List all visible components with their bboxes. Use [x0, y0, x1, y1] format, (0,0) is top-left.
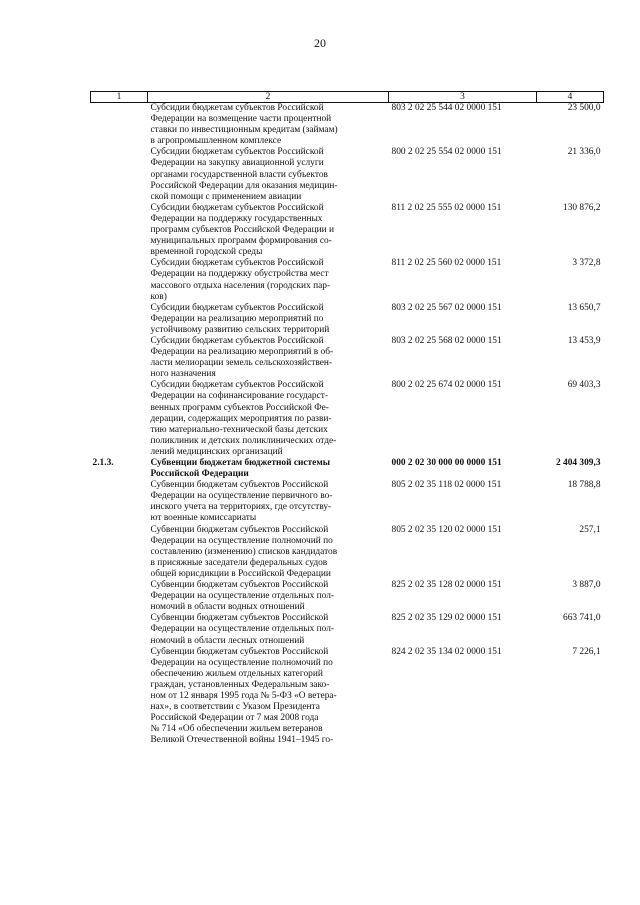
row-name-line: Субвенции бюджетам субъектов Российской — [150, 613, 329, 624]
row-name-line: Российской Федерации — [150, 469, 249, 480]
row-name-line: дерации, содержащих мероприятия по разви- — [150, 413, 332, 424]
row-name-line: номочий в области водных отношений — [150, 602, 305, 613]
row-amount: 23 500,0 — [567, 103, 601, 113]
row-name-line: Федерации на возмещение части процентной — [150, 114, 332, 125]
row-name — [148, 258, 389, 302]
row-name-line: ном от 12 января 1995 года № 5-ФЗ «О ветера- — [150, 690, 337, 701]
row-name-line: Великой Отечественной войны 1941–1945 го- — [150, 735, 334, 746]
row-budget-code: 805 2 02 35 118 02 0000 151 — [391, 480, 502, 491]
table-row — [91, 480, 604, 524]
row-budget-code: 824 2 02 35 134 02 0000 151 — [391, 646, 502, 657]
row-name-line: Субсидии бюджетам субъектов Российской — [150, 335, 324, 346]
row-name — [148, 580, 389, 613]
row-budget-code: 800 2 02 25 554 02 0000 151 — [391, 147, 502, 158]
row-name-line: Федерации на закупку авиационной услуги — [150, 158, 324, 169]
row-name — [148, 525, 389, 580]
row-name-line: тию материально-технической базы детских — [150, 424, 328, 435]
row-number — [91, 103, 148, 148]
row-name-line: венных программ субъектов Российской Фе- — [150, 402, 329, 413]
row-name-line: Субвенции бюджетам субъектов Российской — [150, 580, 329, 591]
row-amount: 13 453,9 — [567, 335, 601, 346]
row-name-line: Федерации на поддержку обустройства мест — [150, 269, 329, 280]
table-row — [91, 336, 604, 380]
row-budget-code: 803 2 02 25 568 02 0000 151 — [391, 335, 502, 346]
table-row — [91, 103, 604, 148]
row-amount: 21 336,0 — [567, 147, 601, 158]
row-name-line: Российской Федерации от 7 мая 2008 года — [150, 713, 319, 724]
row-name — [148, 458, 389, 480]
row-name-line: Федерации на осуществление первичного во- — [150, 491, 333, 502]
table-row — [91, 258, 604, 302]
table-body — [91, 103, 604, 747]
row-amount: 130 876,2 — [563, 202, 601, 213]
budget-table — [90, 91, 604, 746]
row-name-line: Субсидии бюджетам субъектов Российской — [150, 147, 324, 158]
row-number — [91, 303, 148, 336]
row-amount: 13 650,7 — [567, 302, 601, 313]
row-name-line: обеспечению жильем отдельных категорий — [150, 668, 323, 679]
row-name-line: временной городской среды — [150, 247, 263, 258]
row-number — [91, 380, 148, 458]
row-budget-code: 811 2 02 25 555 02 0000 151 — [391, 202, 502, 213]
row-name — [148, 480, 389, 524]
row-amount: 663 741,0 — [563, 613, 601, 624]
row-name — [148, 303, 389, 336]
row-name-line: Федерации на реализацию мероприятий по — [150, 313, 324, 324]
row-name-line: органами государственной власти субъектов — [150, 169, 328, 180]
row-name-line: ного назначения — [150, 369, 216, 380]
row-name-line: устойчивому развитию сельских территорий — [150, 324, 330, 335]
row-number — [91, 613, 148, 646]
row-budget-code: 803 2 02 25 544 02 0000 151 — [391, 103, 502, 113]
row-name-line: граждан, установленных Федеральным зако- — [150, 679, 330, 690]
table-row — [91, 203, 604, 258]
row-name-line: программ субъектов Российской Федерации и — [150, 225, 334, 236]
row-name-line: Федерации на реализацию мероприятий в об- — [150, 347, 334, 358]
row-budget-code: 800 2 02 25 674 02 0000 151 — [391, 380, 502, 391]
column-header-4: 4 — [537, 92, 604, 103]
row-amount: 69 403,3 — [567, 380, 601, 391]
row-number — [91, 203, 148, 258]
row-name-line: Федерации на осуществление отдельных пол- — [150, 624, 334, 635]
row-name — [148, 647, 389, 747]
column-header-2: 2 — [148, 92, 389, 103]
column-header-1: 1 — [91, 92, 148, 103]
row-name — [148, 203, 389, 258]
row-amount: 3 372,8 — [572, 258, 601, 269]
row-name-line: нах», в соответствии с Указом Президента — [150, 702, 320, 713]
row-name-line: составлению (изменению) списков кандидатов — [150, 546, 338, 557]
row-amount: 18 788,8 — [567, 480, 601, 491]
row-name-line: в присяжные заседатели федеральных судов — [150, 557, 328, 568]
row-number — [91, 580, 148, 613]
table-row — [91, 525, 604, 580]
row-name-line: Субвенции бюджетам субъектов Российской — [150, 480, 329, 491]
row-name-line: муниципальных программ формирования со- — [150, 236, 332, 247]
row-name-line: ков) — [150, 291, 167, 302]
row-name-line: в агропромышленном комплексе — [150, 136, 282, 147]
row-name-line: массового отдыха населения (городских пар- — [150, 280, 331, 291]
row-name-line: ставки по инвестиционным кредитам (займам) — [150, 125, 338, 136]
row-name-line: Федерации на софинансирование государст- — [150, 391, 328, 402]
row-name-line: № 714 «Об обеспечении жильем ветеранов — [150, 724, 323, 735]
row-number — [91, 525, 148, 580]
table-row — [91, 380, 604, 458]
row-name-line: ласти мелиорации земель сельскохозяйствен- — [150, 358, 332, 369]
row-name-line: лений медицинских организаций — [150, 446, 283, 457]
row-name — [148, 103, 389, 148]
row-name — [148, 336, 389, 380]
row-name-line: инского учета на территориях, где отсутству- — [150, 502, 332, 513]
row-amount: 257,1 — [579, 524, 601, 535]
row-number — [91, 147, 148, 202]
row-number — [91, 258, 148, 302]
row-budget-code: 000 2 02 30 000 00 0000 151 — [391, 458, 502, 468]
row-name-line: Федерации на поддержку государственных — [150, 213, 323, 224]
row-name-line: Субвенции бюджетам субъектов Российской — [150, 646, 329, 657]
row-number — [91, 647, 148, 747]
row-name-line: поликлиник и детских поликлинических отде- — [150, 435, 337, 446]
row-name-line: Федерации на осуществление полномочий по — [150, 535, 333, 546]
row-name-line: Субсидии бюджетам субъектов Российской — [150, 258, 324, 269]
row-name-line: Субсидии бюджетам субъектов Российской — [150, 103, 324, 113]
table-row — [91, 147, 604, 202]
table-row — [91, 647, 604, 747]
page-number: 20 — [314, 36, 326, 50]
row-name-line: ской помощи с применением авиации — [150, 191, 302, 202]
row-budget-code: 805 2 02 35 120 02 0000 151 — [391, 524, 502, 535]
row-name-line: Субсидии бюджетам субъектов Российской — [150, 202, 324, 213]
table-header-row — [91, 92, 604, 103]
row-name-line: Субсидии бюджетам субъектов Российской — [150, 302, 324, 313]
row-name-line: ют военные комиссариаты — [150, 513, 257, 524]
row-name — [148, 613, 389, 646]
row-number: 2.1.3. — [92, 458, 114, 468]
row-name — [148, 147, 389, 202]
column-header-3: 3 — [389, 92, 537, 103]
row-name-line: Субвенции бюджетам бюджетной системы — [150, 458, 331, 468]
row-name-line: Федерации на осуществление полномочий по — [150, 657, 333, 668]
row-amount: 7 226,1 — [572, 646, 601, 657]
row-amount: 2 404 309,3 — [555, 458, 601, 468]
row-number — [91, 480, 148, 524]
row-name-line: номочий в области лесных отношений — [150, 635, 305, 646]
row-budget-code: 825 2 02 35 128 02 0000 151 — [391, 580, 502, 591]
row-name-line: Субвенции бюджетам субъектов Российской — [150, 524, 329, 535]
table-row — [91, 580, 604, 613]
row-name-line: Федерации на осуществление отдельных пол- — [150, 591, 334, 602]
row-amount: 3 887,0 — [572, 580, 601, 591]
table-row — [91, 613, 604, 646]
row-budget-code: 811 2 02 25 560 02 0000 151 — [391, 258, 502, 269]
row-name-line: общей юрисдикции в Российской Федерации — [150, 568, 331, 579]
table-row — [91, 458, 604, 480]
row-budget-code: 803 2 02 25 567 02 0000 151 — [391, 302, 502, 313]
table-row — [91, 303, 604, 336]
row-name-line: Российской Федерации для оказания медицин- — [150, 180, 338, 191]
row-budget-code: 825 2 02 35 129 02 0000 151 — [391, 613, 502, 624]
row-name-line: Субсидии бюджетам субъектов Российской — [150, 380, 324, 391]
row-name — [148, 380, 389, 458]
row-number — [91, 336, 148, 380]
